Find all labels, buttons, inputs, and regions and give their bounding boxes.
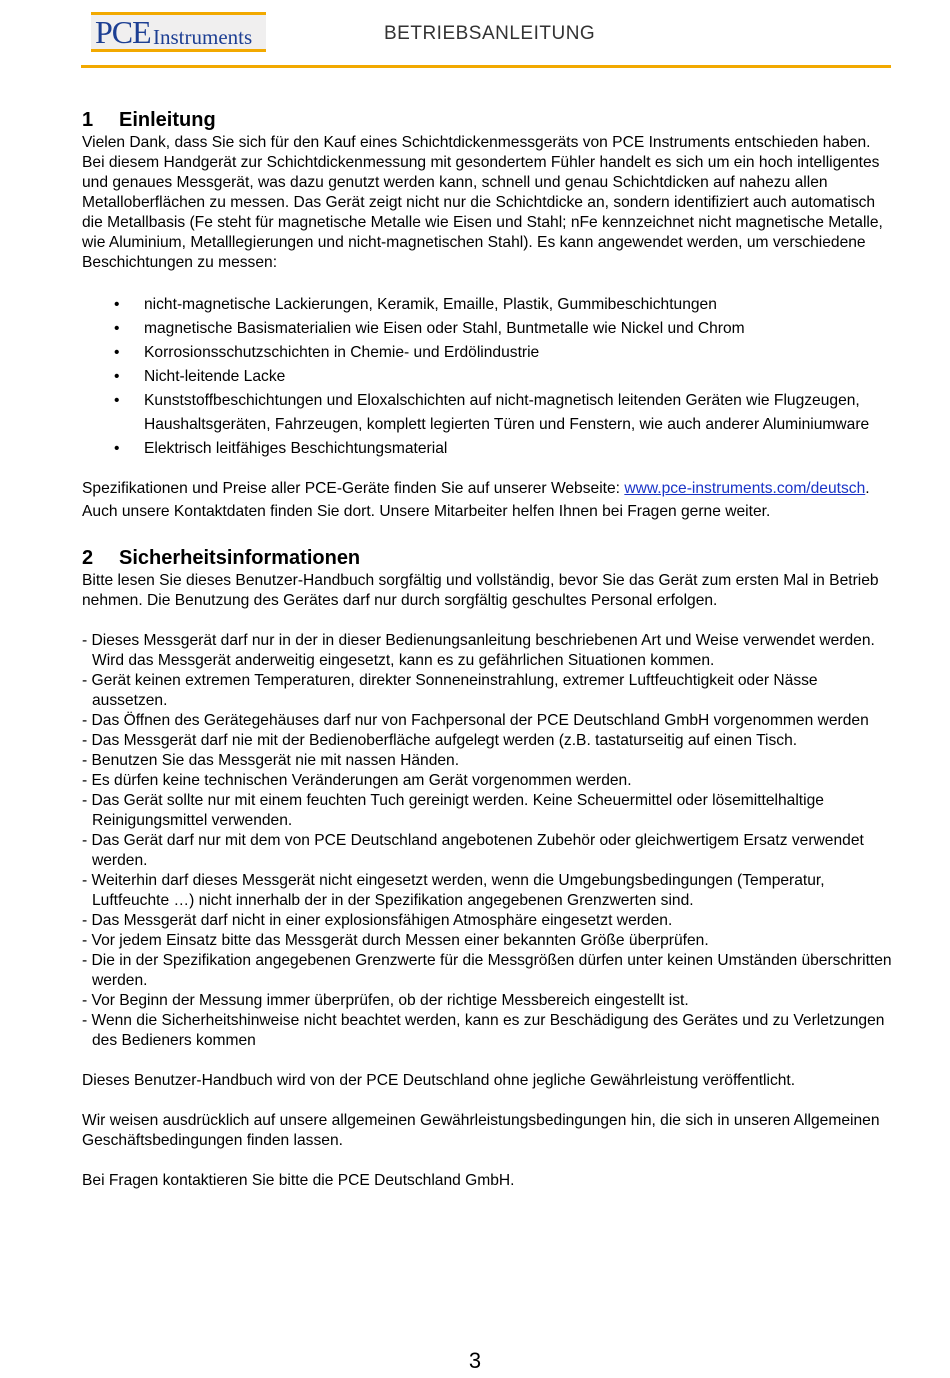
- contact-paragraph: Bei Fragen kontaktieren Sie bitte die PCE Deutschland GmbH.: [82, 1172, 515, 1189]
- logo-sub-text: Instruments: [153, 25, 253, 49]
- section-number: 1: [82, 109, 94, 131]
- intro-paragraph-description: Bei diesem Handgerät zur Schichtdickenmessung mit gesondertem Fühler handelt es sich um ein hoch intelligentes und genaues Messgerät, was dazu genutzt werden kann, schnell und genau Schichtdicken auf nahezu allen Metalloberflächen zu messen. Das Gerät zeigt nicht nur die Schichtdicke an, sondern identifiziert auch automatisch die Metallbasis (Fe steht für magnetische Metalle wie Eisen und Stahl; nFe kennzeichnet nicht magnetische Metalle, wie Aluminium, Metalllegierungen und nicht-magnetischen Stahl). Es kann angewendet werden, um verschiedene Beschichtungen zu messen:: [82, 154, 883, 271]
- list-item: • Elektrisch leitfähiges Beschichtungsmaterial: [82, 437, 892, 461]
- page-content: [82, 107, 892, 1191]
- list-item: - Dieses Messgerät darf nur in der in dieser Bedienungsanleitung beschriebenen Art und Weise verwendet werden. Wird das Messgerät anderweitig eingesetzt, kann es zu gefährlichen Situationen kommen.: [82, 632, 875, 669]
- safety-intro-paragraph: Bitte lesen Sie dieses Benutzer-Handbuch sorgfältig und vollständig, bevor Sie das Gerät zum ersten Mal in Betrieb nehmen. Die Benutzung des Gerätes darf nur durch sorgfältig geschultes Personal erfolgen.: [82, 572, 879, 609]
- list-item: - Benutzen Sie das Messgerät nie mit nassen Händen.: [82, 752, 460, 769]
- page-number: 3: [468, 1348, 482, 1373]
- list-item: - Weiterhin darf dieses Messgerät nicht eingesetzt werden, wenn die Umgebungsbedingungen (Temperatur, Luftfeuchte …) nicht innerhalb der in der Spezifikation angegebenen Grenzwerten sind.: [82, 872, 825, 909]
- logo-main-text: PCE: [95, 14, 151, 50]
- list-item: • magnetische Basismaterialien wie Eisen oder Stahl, Buntmetalle wie Nickel und Chrom: [82, 317, 892, 341]
- website-link[interactable]: www.pce-instruments.com/deutsch: [624, 480, 866, 497]
- coating-types-list: [82, 293, 892, 461]
- section-number: 2: [82, 547, 94, 569]
- list-item: - Wenn die Sicherheitshinweise nicht beachtet werden, kann es zur Beschädigung des Gerätes und zu Verletzungen des Bedieners kommen: [82, 1012, 885, 1049]
- list-item: • nicht-magnetische Lackierungen, Keramik, Emaille, Plastik, Gummibeschichtungen: [82, 293, 892, 317]
- list-item: - Das Messgerät darf nicht in einer explosionsfähigen Atmosphäre eingesetzt werden.: [82, 912, 673, 929]
- list-item: • Nicht-leitende Lacke: [82, 365, 892, 389]
- warranty-paragraph: Wir weisen ausdrücklich auf unsere allgemeinen Gewährleistungsbedingungen hin, die sich in unseren Allgemeinen Geschäftsbedingungen finden lassen.: [82, 1112, 880, 1149]
- list-item: - Das Gerät sollte nur mit einem feuchten Tuch gereinigt werden. Keine Scheuermittel oder lösemittelhaltige Reinigungsmittel verwenden.: [82, 792, 824, 829]
- section-title: Einleitung: [119, 109, 216, 131]
- pce-instruments-logo: [91, 12, 266, 52]
- list-item: • Korrosionsschutzschichten in Chemie- und Erdölindustrie: [82, 341, 892, 365]
- list-item: - Vor Beginn der Messung immer überprüfen, ob der richtige Messbereich eingestellt ist.: [82, 992, 689, 1009]
- list-item: - Die in der Spezifikation angegebenen Grenzwerte für die Messgrößen dürfen unter keinen Umständen überschritten werden.: [82, 952, 892, 989]
- safety-instructions-list: [82, 631, 892, 1051]
- list-item: - Vor jedem Einsatz bitte das Messgerät durch Messen einer bekannten Größe überprüfen.: [82, 932, 709, 949]
- list-item: - Das Messgerät darf nie mit der Bedienoberfläche aufgelegt werden (z.B. tastaturseitig auf einen Tisch.: [82, 732, 798, 749]
- section-heading-safety: [82, 545, 892, 571]
- section-title: Sicherheitsinformationen: [119, 547, 361, 569]
- spec-text-after: . Auch unsere Kontaktdaten finden Sie dort. Unsere Mitarbeiter helfen Ihnen bei Fragen gerne weiter.: [82, 480, 870, 520]
- intro-paragraph-thanks: Vielen Dank, dass Sie sich für den Kauf eines Schichtdickenmessgeräts von PCE Instruments entschieden haben.: [82, 134, 871, 151]
- list-item: - Das Öffnen des Gerätegehäuses darf nur von Fachpersonal der PCE Deutschland GmbH vorgenommen werden: [82, 712, 869, 729]
- list-item: - Das Gerät darf nur mit dem von PCE Deutschland angebotenen Zubehör oder gleichwertigem Ersatz verwendet werden.: [82, 832, 864, 869]
- disclaimer-paragraph: Dieses Benutzer-Handbuch wird von der PCE Deutschland ohne jegliche Gewährleistung veröffentlicht.: [82, 1072, 796, 1089]
- document-title: BETRIEBSANLEITUNG: [384, 23, 596, 44]
- list-item: - Es dürfen keine technischen Veränderungen am Gerät vorgenommen werden.: [82, 772, 632, 789]
- section-heading-introduction: [82, 107, 892, 133]
- list-item: • Kunststoffbeschichtungen und Eloxalschichten auf nicht-magnetisch leitenden Geräten wie Flugzeugen, Haushaltsgeräten, Fahrzeugen, komplett legierten Türen und Fenstern, wie auch anderer Aluminiumware: [82, 389, 892, 437]
- header-divider: [81, 65, 891, 68]
- page-header: [0, 0, 950, 70]
- specifications-paragraph: [82, 477, 892, 523]
- spec-text-before: Spezifikationen und Preise aller PCE-Geräte finden Sie auf unserer Webseite:: [82, 480, 625, 497]
- list-item: - Gerät keinen extremen Temperaturen, direkter Sonneneinstrahlung, extremer Luftfeuchtigkeit oder Nässe aussetzen.: [82, 672, 818, 709]
